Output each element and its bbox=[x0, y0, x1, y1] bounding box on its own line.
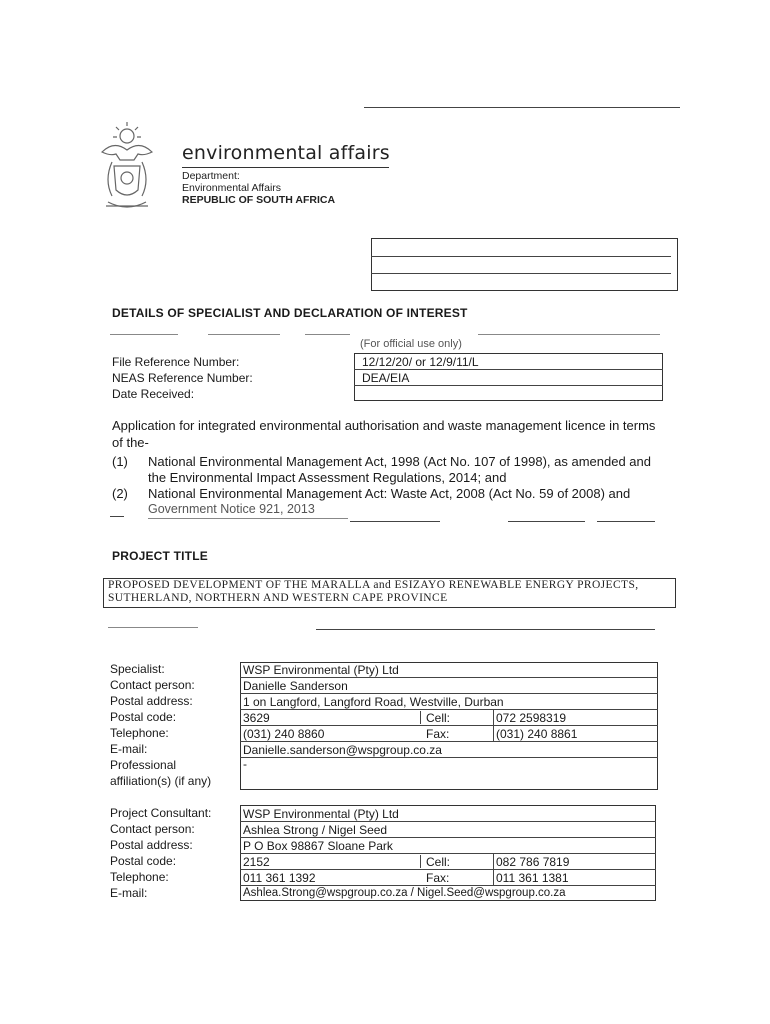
consultant-email-label: E-mail: bbox=[110, 886, 148, 900]
specialist-row-rule bbox=[240, 725, 658, 726]
application-intro: Application for integrated environmental authorisation and waste management licence in terms bbox=[112, 418, 656, 433]
consultant-telephone-field[interactable]: 011 361 1392 bbox=[243, 871, 316, 885]
specialist-cell-label: Cell: bbox=[426, 711, 451, 725]
item-2-line-1: National Environmental Management Act: Waste Act, 2008 (Act No. 59 of 2008) and bbox=[148, 486, 631, 501]
neas-value[interactable]: DEA/EIA bbox=[362, 371, 410, 385]
consultant-name-field[interactable]: WSP Environmental (Pty) Ltd bbox=[243, 807, 399, 821]
date-received-label: Date Received: bbox=[112, 387, 195, 401]
scan-rule bbox=[478, 334, 660, 335]
consultant-email-field[interactable]: Ashlea.Strong@wspgroup.co.za / Nigel.Seed@wspgroup.co.za bbox=[243, 887, 566, 899]
scan-rule bbox=[597, 521, 655, 522]
specialist-fax-label: Fax: bbox=[426, 727, 450, 741]
item-1-line-2: the Environmental Impact Assessment Regulations, 2014; and bbox=[148, 470, 507, 485]
specialist-postal-code-field[interactable]: 3629 bbox=[243, 711, 270, 725]
official-use-rule-2 bbox=[354, 385, 663, 386]
consultant-telephone-label: Telephone: bbox=[110, 870, 169, 884]
consultant-row-rule bbox=[240, 853, 656, 854]
specialist-name-field[interactable]: WSP Environmental (Pty) Ltd bbox=[243, 663, 399, 677]
dept-line-2: Environmental Affairs bbox=[182, 182, 282, 194]
dept-line-3: REPUBLIC OF SOUTH AFRICA bbox=[182, 194, 336, 206]
item-2-number: (2) bbox=[112, 486, 128, 501]
file-ref-value[interactable]: 12/12/20/ or 12/9/11/L bbox=[362, 355, 479, 369]
stamp-box bbox=[371, 238, 678, 291]
specialist-col-rule bbox=[493, 709, 494, 741]
consultant-col-rule bbox=[493, 853, 494, 885]
stamp-box-rule-2 bbox=[371, 273, 671, 274]
scan-rule bbox=[108, 627, 198, 628]
consultant-postal-address-label: Postal address: bbox=[110, 838, 193, 852]
dept-line-1: Department: bbox=[182, 170, 240, 182]
specialist-affiliation-label-2: affiliation(s) (if any) bbox=[110, 774, 212, 788]
neas-label: NEAS Reference Number: bbox=[112, 371, 253, 385]
consultant-cell-field[interactable]: 082 786 7819 bbox=[496, 855, 570, 869]
scan-rule bbox=[110, 516, 124, 517]
consultant-contact-field[interactable]: Ashlea Strong / Nigel Seed bbox=[243, 823, 388, 837]
top-rule bbox=[364, 107, 680, 108]
consultant-label: Project Consultant: bbox=[110, 806, 212, 820]
project-title-line-1: PROPOSED DEVELOPMENT OF THE MARALLA and ESIZAYO RENEWABLE ENERGY PROJECTS, bbox=[108, 579, 639, 591]
specialist-email-label: E-mail: bbox=[110, 742, 148, 756]
specialist-label: Specialist: bbox=[110, 662, 165, 676]
consultant-row-rule bbox=[240, 869, 656, 870]
item-2-line-2: Government Notice 921, 2013 bbox=[148, 502, 315, 516]
file-ref-label: File Reference Number: bbox=[112, 355, 240, 369]
specialist-telephone-field[interactable]: (031) 240 8860 bbox=[243, 727, 325, 741]
specialist-row-rule bbox=[240, 757, 658, 758]
specialist-contact-field[interactable]: Danielle Sanderson bbox=[243, 679, 348, 693]
specialist-row-rule bbox=[240, 693, 658, 694]
consultant-contact-label: Contact person: bbox=[110, 822, 195, 836]
specialist-contact-label: Contact person: bbox=[110, 678, 195, 692]
item-1-number: (1) bbox=[112, 454, 128, 469]
consultant-fax-field[interactable]: 011 361 1381 bbox=[496, 871, 569, 885]
specialist-row-rule bbox=[240, 709, 658, 710]
consultant-row-rule bbox=[240, 821, 656, 822]
specialist-row-rule bbox=[240, 677, 658, 678]
consultant-postal-code-field[interactable]: 2152 bbox=[243, 855, 270, 869]
specialist-cell-field[interactable]: 072 2598319 bbox=[496, 711, 567, 725]
consultant-row-rule bbox=[240, 885, 656, 886]
scan-rule bbox=[350, 521, 440, 522]
scan-rule bbox=[110, 334, 178, 335]
specialist-telephone-label: Telephone: bbox=[110, 726, 169, 740]
scan-rule bbox=[316, 629, 655, 630]
official-use-rule-1 bbox=[354, 369, 663, 370]
consultant-cell-label: Cell: bbox=[426, 855, 451, 869]
consultant-col-rule bbox=[420, 855, 421, 868]
specialist-postal-address-label: Postal address: bbox=[110, 694, 193, 708]
specialist-row-rule bbox=[240, 741, 658, 742]
consultant-postal-address-field[interactable]: P O Box 98867 Sloane Park bbox=[243, 839, 393, 853]
project-title-line-2: SUTHERLAND, NORTHERN AND WESTERN CAPE PROVINCE bbox=[108, 592, 448, 604]
coat-of-arms-icon bbox=[94, 122, 160, 214]
scan-rule bbox=[305, 334, 350, 335]
stamp-box-rule-1 bbox=[371, 256, 671, 257]
specialist-affiliation-field[interactable]: - bbox=[243, 757, 247, 771]
specialist-postal-code-label: Postal code: bbox=[110, 710, 177, 724]
form-title: DETAILS OF SPECIALIST AND DECLARATION OF INTEREST bbox=[112, 306, 468, 320]
official-use-note: (For official use only) bbox=[360, 338, 462, 350]
consultant-row-rule bbox=[240, 837, 656, 838]
scan-rule bbox=[208, 334, 280, 335]
specialist-email-field[interactable]: Danielle.sanderson@wspgroup.co.za bbox=[243, 743, 442, 757]
item-1-line-1: National Environmental Management Act, 1998 (Act No. 107 of 1998), as amended and bbox=[148, 454, 651, 469]
consultant-fax-label: Fax: bbox=[426, 871, 450, 885]
scan-rule bbox=[508, 521, 585, 522]
project-title-heading: PROJECT TITLE bbox=[112, 549, 208, 563]
brand-title: environmental affairs bbox=[182, 142, 390, 164]
brand-underline bbox=[182, 167, 389, 168]
specialist-affiliation-label-1: Professional bbox=[110, 758, 177, 772]
specialist-col-rule bbox=[420, 711, 421, 724]
scan-rule bbox=[148, 518, 348, 519]
application-intro-2: of the- bbox=[112, 435, 149, 450]
date-received-field[interactable] bbox=[356, 387, 656, 400]
consultant-postal-code-label: Postal code: bbox=[110, 854, 177, 868]
specialist-fax-field[interactable]: (031) 240 8861 bbox=[496, 727, 578, 741]
specialist-postal-address-field[interactable]: 1 on Langford, Langford Road, Westville, Durban bbox=[243, 695, 504, 709]
